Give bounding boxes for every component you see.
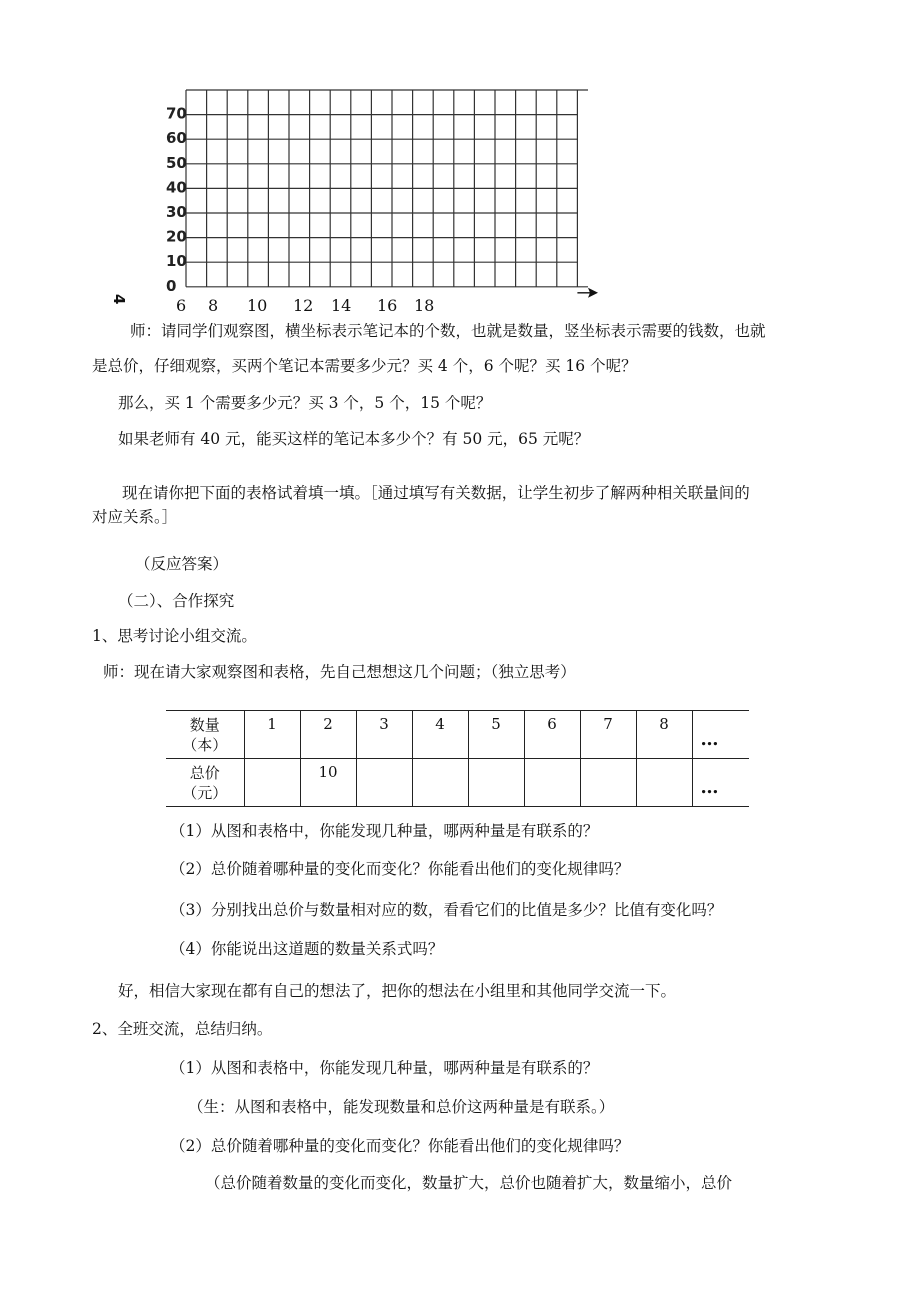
ellipsis-cell: … xyxy=(692,711,749,759)
y-tick-label: 20 xyxy=(166,227,187,246)
feedback-answer: （反应答案） xyxy=(135,555,229,573)
table-cell: 10 xyxy=(300,759,356,807)
question-2: （2）总价随着哪种量的变化而变化？你能看出他们的变化规律吗？ xyxy=(170,860,630,878)
answer-2-student: （总价随着数量的变化而变化，数量扩大，总价也随着扩大，数量缩小，总价 xyxy=(205,1174,733,1192)
y-tick-label: 0 xyxy=(166,276,177,295)
table-cell: 8 xyxy=(636,711,692,759)
origin-label: 4 xyxy=(110,294,128,305)
section-cooperative-inquiry: （二）、合作探究 xyxy=(118,592,235,610)
table-cell: 6 xyxy=(524,711,580,759)
table-cell: 4 xyxy=(412,711,468,759)
answer-1-student: （生：从图和表格中，能发现数量和总价这两种量是有联系。） xyxy=(188,1098,615,1116)
price-grid-chart xyxy=(0,0,920,320)
x-tick-label: 18 xyxy=(414,296,435,315)
row-label-total: 总价 （元） xyxy=(166,759,244,807)
y-tick-label: 40 xyxy=(166,178,187,197)
x-tick-label: 14 xyxy=(331,296,352,315)
chart-grid xyxy=(186,90,598,298)
teacher-observe-line-2: 是总价，仔细观察，买两个笔记本需要多少元？买 4 个，6 个呢？买 16 个呢？ xyxy=(92,357,637,375)
question-4: （4）你能说出这道题的数量关系式吗？ xyxy=(170,940,444,958)
ellipsis-cell: … xyxy=(692,759,749,807)
y-tick-label: 50 xyxy=(166,153,187,172)
table-cell xyxy=(468,759,524,807)
x-tick-label: 12 xyxy=(293,296,314,315)
table-cell xyxy=(636,759,692,807)
y-tick-label: 30 xyxy=(166,203,187,221)
step-1-heading: 1、思考讨论小组交流。 xyxy=(92,627,257,645)
answer-1-question: （1）从图和表格中，你能发现几种量，哪两种量是有联系的？ xyxy=(170,1059,599,1077)
table-cell xyxy=(580,759,636,807)
answer-2-question: （2）总价随着哪种量的变化而变化？你能看出他们的变化规律吗？ xyxy=(170,1137,630,1155)
x-tick-label: 8 xyxy=(208,296,219,315)
fill-table-line-1: 现在请你把下面的表格试着填一填。［通过填写有关数据，让学生初步了解两种相关联量间的 xyxy=(122,484,750,502)
table-cell: 7 xyxy=(580,711,636,759)
row-label-quantity: 数量 （本） xyxy=(166,711,244,759)
y-tick-label: 70 xyxy=(166,104,187,123)
x-tick-label: 10 xyxy=(247,296,268,315)
teacher-observe-line-1: 师：请同学们观察图，横坐标表示笔记本的个数，也就是数量，竖坐标表示需要的钱数，也就 xyxy=(130,322,766,340)
x-tick-label: 6 xyxy=(176,296,187,315)
table-row-quantity xyxy=(166,711,749,759)
x-axis-tick-labels xyxy=(110,294,434,315)
table-cell: 5 xyxy=(468,711,524,759)
table-cell xyxy=(244,759,300,807)
teacher-think-instruction: 师：现在请大家观察图和表格，先自己想想这几个问题；（独立思考） xyxy=(103,663,576,681)
y-axis-tick-labels xyxy=(166,105,187,295)
question-forty-yuan: 如果老师有 40 元，能买这样的笔记本多少个？有 50 元，65 元呢？ xyxy=(118,430,590,448)
table-cell xyxy=(412,759,468,807)
table-cell xyxy=(356,759,412,807)
table-cell: 3 xyxy=(356,711,412,759)
question-1: （1）从图和表格中，你能发现几种量，哪两种量是有联系的？ xyxy=(170,822,599,840)
encourage-discussion: 好，相信大家现在都有自己的想法了，把你的想法在小组里和其他同学交流一下。 xyxy=(118,982,677,1000)
quantity-price-table xyxy=(166,710,749,807)
table-cell: 1 xyxy=(244,711,300,759)
question-3: （3）分别找出总价与数量相对应的数，看看它们的比值是多少？比值有变化吗？ xyxy=(170,901,723,919)
y-tick-label: 60 xyxy=(166,129,187,148)
fill-table-line-2: 对应关系。］ xyxy=(92,508,178,526)
table-row-total xyxy=(166,759,749,807)
step-2-heading: 2、全班交流，总结归纳。 xyxy=(92,1020,273,1038)
question-buy-one: 那么，买 1 个需要多少元？买 3 个，5 个，15 个呢？ xyxy=(118,394,492,412)
y-tick-label: 10 xyxy=(166,252,187,271)
table-cell: 2 xyxy=(300,711,356,759)
x-tick-label: 16 xyxy=(377,296,398,315)
table-cell xyxy=(524,759,580,807)
